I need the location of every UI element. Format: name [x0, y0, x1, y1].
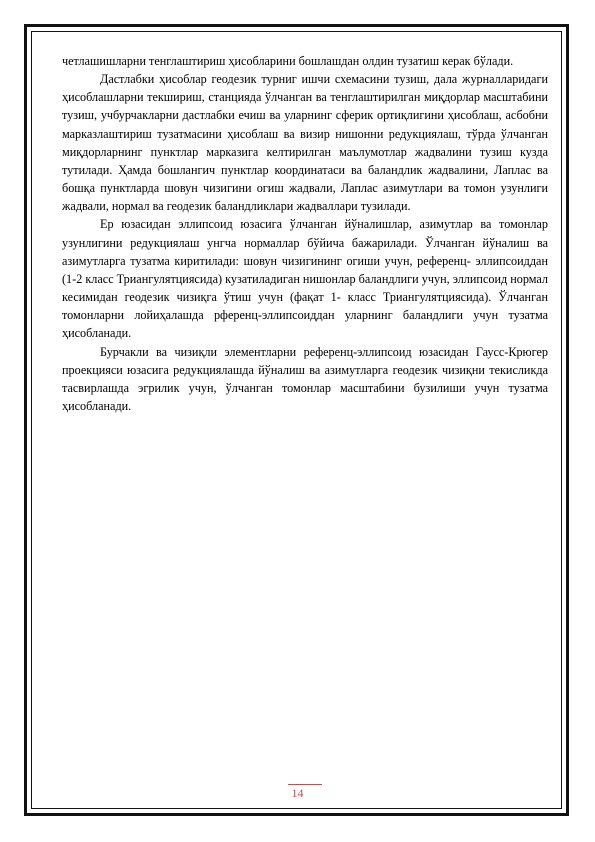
paragraph-preliminary-calculations: Дастлабки ҳисоблар геодезик турниг ишчи схемасини тузиш, дала журналларидаги ҳисоблашларни текшириш, станцияда ўлчанган ва тенглаштирилган миқдорлар масштабини тузиш, учбурчакларни дастлабки ечиш ва уларнинг сферик ортиқлигини ҳисоблаш, асбобни марказлаштириш тузатмасини ҳисоблаш ва визир нишонни редукциялаш, тўрда ўлчанган миқдорларнинг пунктлар марказига келтирилган маълумотлар жадвалини тузиш кузда тутилади. Ҳамда бошлангич пунктлар координатаси ва баландлик жадвалини, Лаплас ва бошқа пунктларда шовун чизигини огиш жадвали, Лаплас азимутлари ва томон узунлиги жадвали, нормал ва геодезик баландликлари жадваллари тузилади. — [62, 72, 548, 214]
document-body — [62, 52, 548, 415]
paragraph-continuation: четлашишларни тенглаштириш ҳисобларини бошлашдан олдин тузатиш керак бўлади. — [62, 54, 514, 68]
paragraph-gauss-kruger-projection: Бурчакли ва чизиқли элементларни референц-эллипсоид юзасидан Гаусс-Крюгер проекцияси юзасига редукциялашда йўналиш ва азимутларга геодезик чизиқни текисликда тасвирлашда эгрилик учун, ўлчанган томонлар масштабини бузилиши учун тузатма ҳисобланади. — [62, 344, 548, 413]
paragraph-reduction-to-ellipsoid: Ер юзасидан эллипсоид юзасига ўлчанган йўналишлар, азимутлар ва томонлар узунлигини редукциялаш унгча нормаллар бўйича бажарилади. Ўлчанган йўналиш ва азимутларга тузатма киритилади: шовун чизигининг огиши учун, референц- эллипсоиддан (1-2 класс Триангулятциясида) кузатиладиган нишонлар баландлиги учун, эллипсоид нормал кесимидан геодезик чизиқга ўтиш учун (фақат 1- класс Триангулятциясида). Ўлчанган томонларни лойиҳалашда рференц-эллипсоиддан уларнинг баландлиги учун тузатма ҳисобланади. — [62, 217, 548, 341]
page-number: 14 — [291, 786, 304, 800]
page-number-rule — [288, 784, 322, 785]
